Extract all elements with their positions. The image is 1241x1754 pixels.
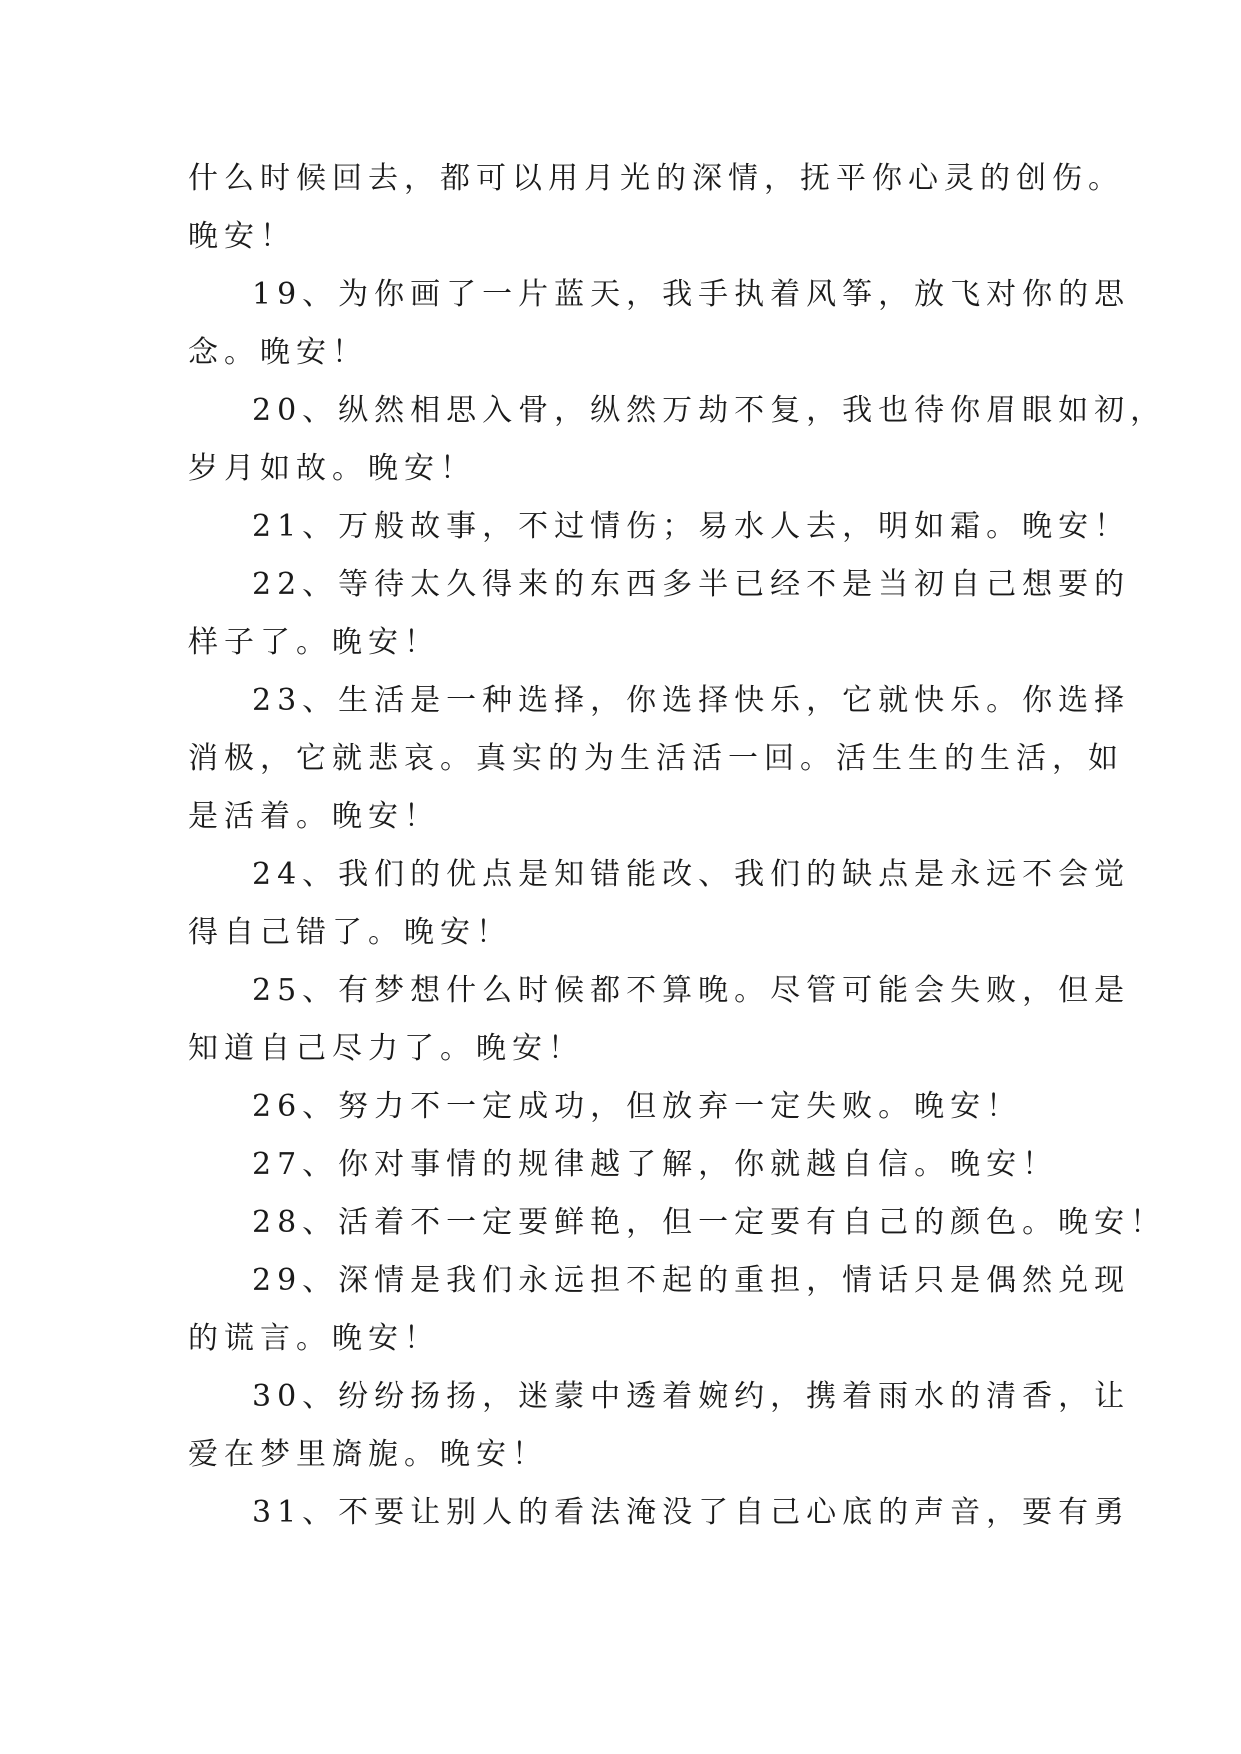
quote-23: 23、生活是一种选择，你选择快乐，它就快乐。你选择 bbox=[252, 683, 1131, 718]
document-body bbox=[188, 150, 1167, 1542]
text-line: 是活着。晚安！ bbox=[188, 799, 440, 834]
text-line: 晚安！ bbox=[188, 219, 296, 254]
quote-28: 28、活着不一定要鲜艳，但一定要有自己的颜色。晚安！ bbox=[252, 1205, 1167, 1240]
text-line: 得自己错了。晚安！ bbox=[188, 915, 512, 950]
quote-20: 20、纵然相思入骨，纵然万劫不复，我也待你眉眼如初， bbox=[252, 393, 1167, 428]
text-line: 知道自己尽力了。晚安！ bbox=[188, 1031, 584, 1066]
text-line: 消极，它就悲哀。真实的为生活活一回。活生生的生活，如 bbox=[188, 741, 1124, 776]
quote-22: 22、等待太久得来的东西多半已经不是当初自己想要的 bbox=[252, 567, 1131, 602]
quote-30: 30、纷纷扬扬，迷蒙中透着婉约，携着雨水的清香，让 bbox=[252, 1379, 1131, 1414]
text-line: 岁月如故。晚安！ bbox=[188, 451, 476, 486]
quote-21: 21、万般故事，不过情伤；易水人去，明如霜。晚安！ bbox=[252, 509, 1131, 544]
text-line: 念。晚安！ bbox=[188, 335, 368, 370]
text-line: 样子了。晚安！ bbox=[188, 625, 440, 660]
quote-24: 24、我们的优点是知错能改、我们的缺点是永远不会觉 bbox=[252, 857, 1131, 892]
quote-19: 19、为你画了一片蓝天，我手执着风筝，放飞对你的思 bbox=[252, 277, 1131, 312]
quote-27: 27、你对事情的规律越了解，你就越自信。晚安！ bbox=[252, 1147, 1059, 1182]
text-line: 爱在梦里旖旎。晚安！ bbox=[188, 1437, 548, 1472]
text-line: 的谎言。晚安！ bbox=[188, 1321, 440, 1356]
quote-26: 26、努力不一定成功，但放弃一定失败。晚安！ bbox=[252, 1089, 1023, 1124]
quote-29: 29、深情是我们永远担不起的重担，情话只是偶然兑现 bbox=[252, 1263, 1131, 1298]
quote-25: 25、有梦想什么时候都不算晚。尽管可能会失败，但是 bbox=[252, 973, 1131, 1008]
text-line: 什么时候回去，都可以用月光的深情，抚平你心灵的创伤。 bbox=[188, 161, 1124, 196]
quote-31: 31、不要让别人的看法淹没了自己心底的声音，要有勇 bbox=[252, 1495, 1131, 1530]
